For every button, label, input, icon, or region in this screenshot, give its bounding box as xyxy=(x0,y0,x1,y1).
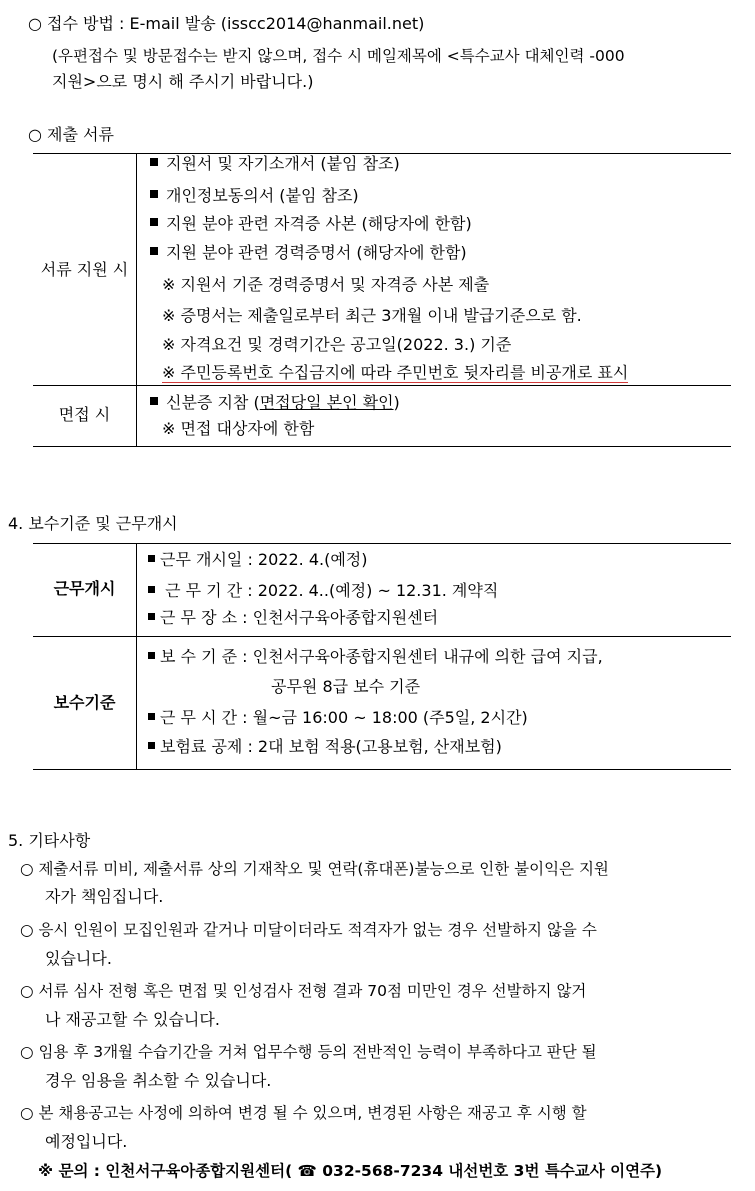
documents-heading: ○ 제출 서류 xyxy=(28,125,114,144)
docs-note: ※ 증명서는 제출일로부터 최근 3개월 이내 발급기준으로 함. xyxy=(162,306,582,325)
square-bullet-icon xyxy=(148,652,155,659)
pay-item: 보 수 기 준 : 인천서구육아종합지원센터 내규에 의한 급여 지급, xyxy=(148,646,603,668)
square-bullet-icon xyxy=(150,190,158,198)
docs-item: 개인정보동의서 (붙임 참조) xyxy=(150,185,359,207)
table2-col-divider xyxy=(136,543,137,769)
table-row-divider xyxy=(33,385,731,386)
table2-row-divider xyxy=(33,636,731,637)
contact-info: ※ 문의 : 인천서구육아종합지원센터( ☎ 032-568-7234 내선번호 3번 특수교사 이연주) xyxy=(38,1162,663,1180)
docs-item: 지원 분야 관련 경력증명서 (해당자에 한함) xyxy=(150,242,467,264)
work-item: 근 무 기 간 : 2022. 4..(예정) ~ 12.31. 계약직 xyxy=(148,580,498,602)
apply-method: ○ 접수 방법 : E-mail 발송 (isscc2014@hanmail.net) xyxy=(28,14,425,33)
square-bullet-icon xyxy=(150,218,158,226)
square-bullet-icon xyxy=(148,613,155,620)
docs-item: 지원서 및 자기소개서 (붙임 참조) xyxy=(150,153,400,175)
docs-note: ※ 지원서 기준 경력증명서 및 자격증 사본 제출 xyxy=(162,275,490,294)
misc-item-line1: ○ 본 채용공고는 사정에 의하여 변경 될 수 있으며, 변경된 사항은 재공고 후 시행 할 xyxy=(20,1104,587,1122)
square-bullet-icon xyxy=(150,247,158,255)
square-bullet-icon xyxy=(148,742,155,749)
docs-note: ※ 자격요건 및 경력기간은 공고일(2022. 3.) 기준 xyxy=(162,335,512,354)
apply-note-line1: (우편접수 및 방문접수는 받지 않으며, 접수 시 메일제목에 <특수교사 대체인력 -000 xyxy=(52,47,625,65)
misc-item-line2: 경우 임용을 취소할 수 있습니다. xyxy=(45,1071,272,1090)
square-bullet-icon xyxy=(150,397,158,405)
pay-item: 근 무 시 간 : 월~금 16:00 ~ 18:00 (주5일, 2시간) xyxy=(148,707,528,729)
table-col-divider xyxy=(136,153,137,446)
work-item: 근무 개시일 : 2022. 4.(예정) xyxy=(148,549,367,571)
docs-note: ※ 주민등록번호 수집금지에 따라 주민번호 뒷자리를 비공개로 표시 xyxy=(162,363,629,382)
docs-row-label-interview: 면접 시 xyxy=(58,405,111,424)
section5-heading: 5. 기타사항 xyxy=(8,831,91,850)
section4-heading: 4. 보수기준 및 근무개시 xyxy=(8,514,178,533)
misc-item-line2: 자가 책임집니다. xyxy=(45,887,164,906)
misc-item-line2: 예정입니다. xyxy=(45,1132,128,1151)
docs-row-label-apply: 서류 지원 시 xyxy=(40,260,129,279)
table-border-bottom xyxy=(33,446,731,447)
docs-interview-note: ※ 면접 대상자에 한함 xyxy=(162,419,315,438)
docs-interview-item: 신분증 지참 (면접당일 본인 확인) xyxy=(150,392,400,414)
work-start-label: 근무개시 xyxy=(53,579,116,598)
pay-standard-label: 보수기준 xyxy=(53,693,116,712)
square-bullet-icon xyxy=(148,555,155,562)
misc-item-line1: ○ 제출서류 미비, 제출서류 상의 기재착오 및 연락(휴대폰)불능으로 인한 불이익은 지원 xyxy=(20,860,609,878)
misc-item-line1: ○ 응시 인원이 모집인원과 같거나 미달이더라도 적격자가 없는 경우 선발하지 않을 수 xyxy=(20,921,597,939)
docs-item: 지원 분야 관련 자격증 사본 (해당자에 한함) xyxy=(150,213,472,235)
apply-note-line2: 지원>으로 명시 해 주시기 바랍니다.) xyxy=(52,72,314,91)
misc-item-line2: 나 재공고할 수 있습니다. xyxy=(45,1010,220,1029)
square-bullet-icon xyxy=(148,586,155,593)
table2-border-bottom xyxy=(33,769,731,770)
misc-item-line1: ○ 서류 심사 전형 혹은 면접 및 인성검사 전형 결과 70점 미만인 경우 선발하지 않거 xyxy=(20,982,587,1000)
table2-border-top xyxy=(33,543,731,544)
square-bullet-icon xyxy=(150,158,158,166)
misc-item-line1: ○ 임용 후 3개월 수습기간을 거쳐 업무수행 등의 전반적인 능력이 부족하다고 판단 될 xyxy=(20,1043,597,1061)
pay-item: 보험료 공제 : 2대 보험 적용(고용보험, 산재보험) xyxy=(148,736,502,758)
work-item: 근 무 장 소 : 인천서구육아종합지원센터 xyxy=(148,607,438,629)
square-bullet-icon xyxy=(148,713,155,720)
pay-item-continuation: 공무원 8급 보수 기준 xyxy=(271,677,421,696)
misc-item-line2: 있습니다. xyxy=(45,949,112,968)
